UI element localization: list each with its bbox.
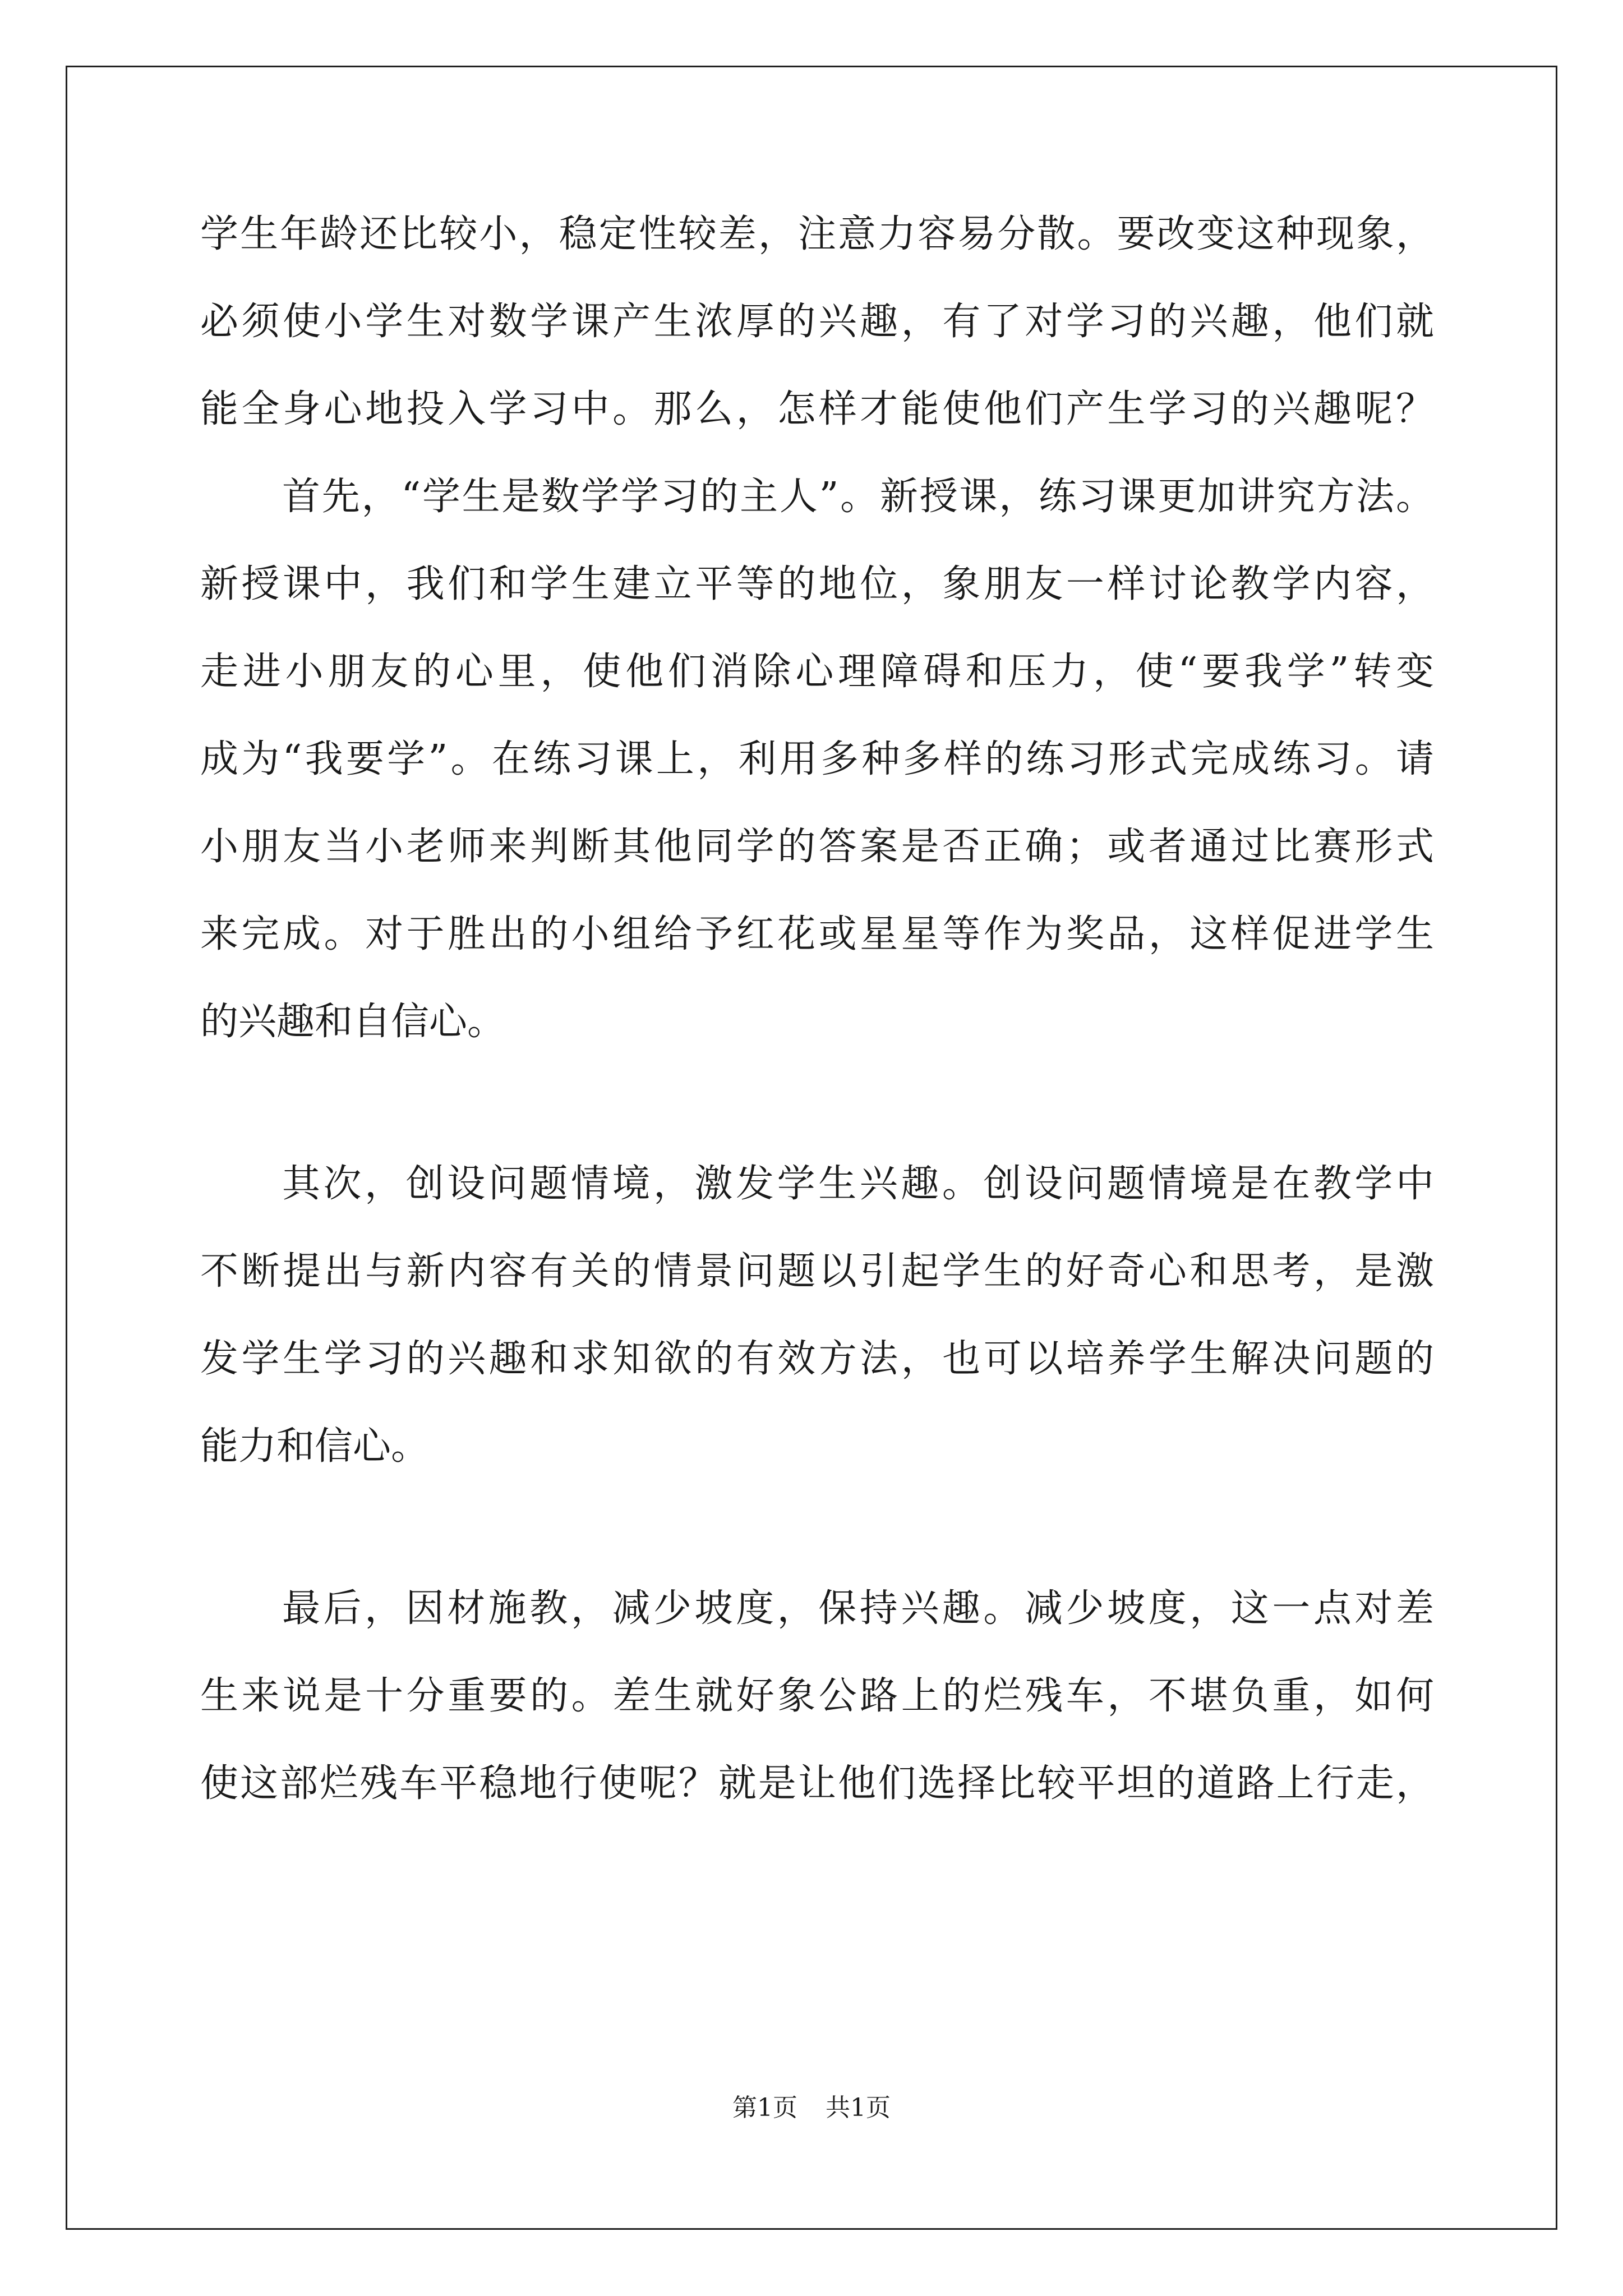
text-line: 能力和信心。 bbox=[200, 1424, 430, 1469]
text-line: 小朋友当小老师来判断其他同学的答案是否正确；或者通过比赛形式 bbox=[200, 825, 1434, 869]
text-line: 成为“我要学”。在练习课上，利用多种多样的练习形式完成练习。请 bbox=[200, 737, 1434, 781]
text-line: 生来说是十分重要的。差生就好象公路上的烂残车，不堪负重，如何 bbox=[200, 1674, 1434, 1718]
text-line: 不断提出与新内容有关的情景问题以引起学生的好奇心和思考，是激 bbox=[200, 1249, 1434, 1294]
page-footer bbox=[0, 2091, 1623, 2125]
text-line: 学生年龄还比较小，稳定性较差，注意力容易分散。要改变这种现象， bbox=[200, 212, 1434, 256]
paragraph-first-line: 最后，因材施教，减少坡度，保持兴趣。减少坡度，这一点对差 bbox=[282, 1586, 1434, 1631]
text-line: 来完成。对于胜出的小组给予红花或星星等作为奖品，这样促进学生 bbox=[200, 912, 1434, 956]
page-number: 第1页 bbox=[732, 2093, 797, 2122]
text-line: 必须使小学生对数学课产生浓厚的兴趣，有了对学习的兴趣，他们就 bbox=[200, 300, 1434, 344]
text-line: 新授课中，我们和学生建立平等的地位，象朋友一样讨论教学内容， bbox=[200, 562, 1434, 606]
text-line: 走进小朋友的心里，使他们消除心理障碍和压力，使“要我学”转变 bbox=[200, 650, 1434, 694]
text-line: 发学生学习的兴趣和求知欲的有效方法，也可以培养学生解决问题的 bbox=[200, 1337, 1434, 1381]
page-total: 共1页 bbox=[826, 2093, 891, 2122]
paragraph-first-line: 首先，“学生是数学学习的主人”。新授课，练习课更加讲究方法。 bbox=[282, 475, 1434, 519]
text-line: 使这部烂残车平稳地行使呢？就是让他们选择比较平坦的道路上行走， bbox=[200, 1761, 1434, 1806]
text-line: 的兴趣和自信心。 bbox=[200, 1000, 506, 1044]
paragraph-first-line: 其次，创设问题情境，激发学生兴趣。创设问题情境是在教学中 bbox=[282, 1162, 1434, 1206]
text-line: 能全身心地投入学习中。那么，怎样才能使他们产生学习的兴趣呢？ bbox=[200, 387, 1434, 431]
